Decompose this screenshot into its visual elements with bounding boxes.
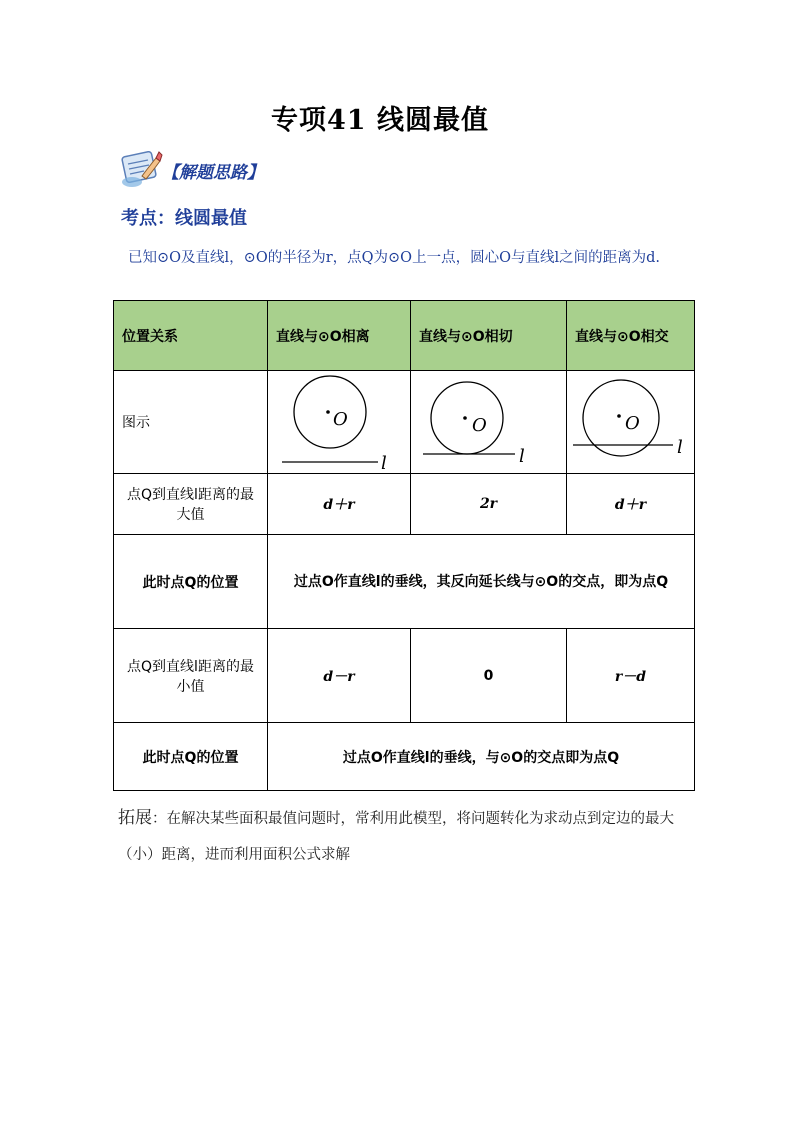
max-position-row <box>114 535 695 629</box>
extension-note <box>118 800 698 873</box>
min-position-label: 此时点Q的位置 <box>114 723 268 791</box>
max-position-text: 过点O作直线l的垂线，其反向延长线与⊙O的交点，即为点Q <box>268 535 695 629</box>
min-row-label: 点Q到直线l距离的最小值 <box>114 629 268 723</box>
max-value-intersect: d＋r <box>614 497 647 513</box>
line-label: l <box>676 437 683 458</box>
min-value-separate: d－r <box>323 668 355 685</box>
header-intersect: 直线与⊙O相交 <box>567 301 695 371</box>
line-circle-table <box>113 300 695 791</box>
header-separate: 直线与⊙O相离 <box>268 301 411 371</box>
max-value-separate: d＋r <box>323 497 355 513</box>
center-label: O <box>471 415 487 436</box>
extension-text: ：在解决某些面积最值问题时，常利用此模型，将问题转化为求动点到定边的最大（小）距离，进而利用面积公式求解 <box>118 811 674 863</box>
min-position-text: 过点O作直线l的垂线，与⊙O的交点即为点Q <box>268 723 695 791</box>
center-label: O <box>333 409 348 430</box>
max-row-label: 点Q到直线l距离的最大值 <box>114 474 268 535</box>
header-tangent: 直线与⊙O相切 <box>411 301 567 371</box>
min-position-row <box>114 723 695 791</box>
line-label: l <box>381 453 387 472</box>
header-relation: 位置关系 <box>114 301 268 371</box>
figure-row-label: 图示 <box>114 371 268 474</box>
extension-lead: 拓展 <box>118 808 152 828</box>
line-label: l <box>518 446 525 467</box>
min-distance-row <box>114 629 695 723</box>
section-title: 考点：线圆最值 <box>121 208 247 229</box>
center-label: O <box>624 413 640 434</box>
table-header-row <box>114 301 695 371</box>
figure-row <box>114 371 695 474</box>
max-position-label: 此时点Q的位置 <box>114 535 268 629</box>
tangent-figure <box>419 372 559 472</box>
max-value-tangent: 2r <box>479 496 498 512</box>
max-distance-row <box>114 474 695 535</box>
min-value-intersect: r－d <box>614 668 647 685</box>
intro-paragraph: 已知⊙O及直线l，⊙O的半径为r，点Q为⊙O上一点，圆心O与直线l之间的距离为d. <box>128 250 660 266</box>
min-value-tangent: 0 <box>483 667 494 684</box>
page-title: 专项41 线圆最值 <box>271 105 489 136</box>
banner-label: 【解题思路】 <box>162 163 264 183</box>
intersect-figure <box>569 372 693 472</box>
writing-hand-icon <box>118 146 164 190</box>
separate-figure <box>274 372 404 472</box>
